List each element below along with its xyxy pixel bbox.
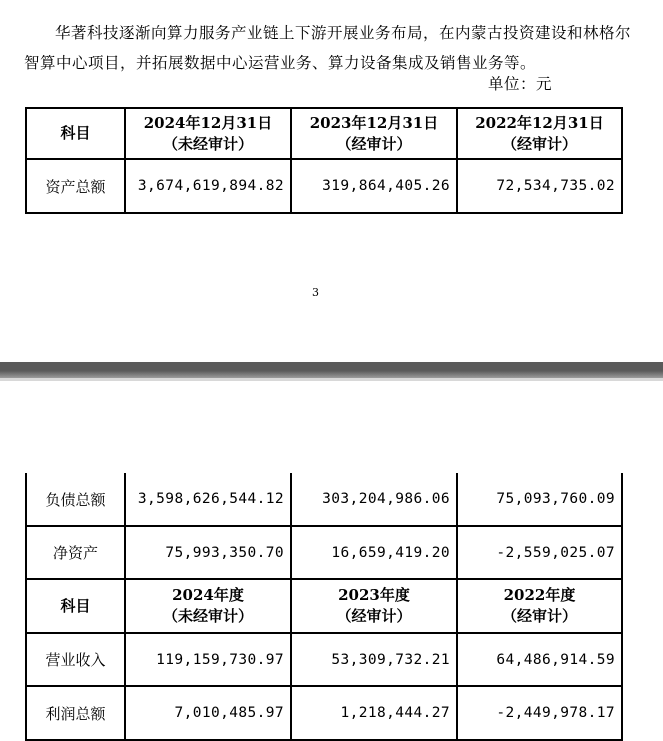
cell-value: 3,598,626,544.12 <box>125 473 291 526</box>
header-col-2022 <box>457 108 622 159</box>
cell-value: -2,449,978.17 <box>457 686 622 740</box>
header-col-2024 <box>125 579 291 633</box>
header-col-2023-note: （经审计） <box>336 607 412 625</box>
header-col-2024-year: 2024年度 <box>172 586 244 604</box>
cell-value: 72,534,735.02 <box>457 159 622 213</box>
header-col-2024-note: （未经审计） <box>162 134 253 153</box>
table-row <box>26 633 622 686</box>
cell-value: 53,309,732.21 <box>291 633 457 686</box>
table-row <box>26 686 622 740</box>
header-subject: 科目 <box>26 579 125 633</box>
header-col-2023-note: （经审计） <box>336 134 412 153</box>
page-number: 3 <box>312 286 319 299</box>
cell-value: -2,559,025.07 <box>457 526 622 579</box>
unit-label: 单位：元 <box>488 75 553 93</box>
header-col-2022-note: （经审计） <box>501 134 577 153</box>
row-label-total-liabilities: 负债总额 <box>26 473 125 526</box>
header-col-2023 <box>291 108 457 159</box>
cell-value: 75,093,760.09 <box>457 473 622 526</box>
header-col-2022-year: 2022年度 <box>503 586 576 604</box>
header-col-2024 <box>125 108 291 159</box>
cell-value: 3,674,619,894.82 <box>125 159 291 213</box>
table-row <box>26 473 622 526</box>
page-separator-shadow <box>0 378 663 381</box>
header-col-2023-date: 2023年12月31日 <box>309 113 439 132</box>
intro-paragraph: 华著科技逐渐向算力服务产业链上下游开展业务布局，在内蒙古投资建设和林格尔智算中心项目，并拓展数据中心运营业务、算力设备集成及销售业务等。 <box>24 23 632 72</box>
balance-table-page2 <box>25 473 623 741</box>
cell-value: 64,486,914.59 <box>457 633 622 686</box>
row-label-total-assets: 资产总额 <box>26 159 125 213</box>
row-label-net-assets: 净资产 <box>26 526 125 579</box>
table-header-row <box>26 579 622 633</box>
header-col-2022-note: （经审计） <box>501 607 577 625</box>
header-subject: 科目 <box>26 108 125 159</box>
cell-value: 1,218,444.27 <box>291 686 457 740</box>
row-label-revenue: 营业收入 <box>26 633 125 686</box>
cell-value: 119,159,730.97 <box>125 633 291 686</box>
table-header-row <box>26 108 622 159</box>
header-col-2024-note: （未经审计） <box>162 607 253 625</box>
row-label-total-profit: 利润总额 <box>26 686 125 740</box>
header-col-2024-date: 2024年12月31日 <box>143 113 273 132</box>
header-col-2023-year: 2023年度 <box>338 586 410 604</box>
page-separator <box>0 362 663 378</box>
table-row <box>26 526 622 579</box>
header-col-2023 <box>291 579 457 633</box>
cell-value: 75,993,350.70 <box>125 526 291 579</box>
cell-value: 7,010,485.97 <box>125 686 291 740</box>
table-row <box>26 159 622 213</box>
cell-value: 319,864,405.26 <box>291 159 457 213</box>
cell-value: 303,204,986.06 <box>291 473 457 526</box>
balance-table-page1 <box>25 107 623 214</box>
cell-value: 16,659,419.20 <box>291 526 457 579</box>
header-col-2022 <box>457 579 622 633</box>
header-col-2022-date: 2022年12月31日 <box>475 113 604 132</box>
